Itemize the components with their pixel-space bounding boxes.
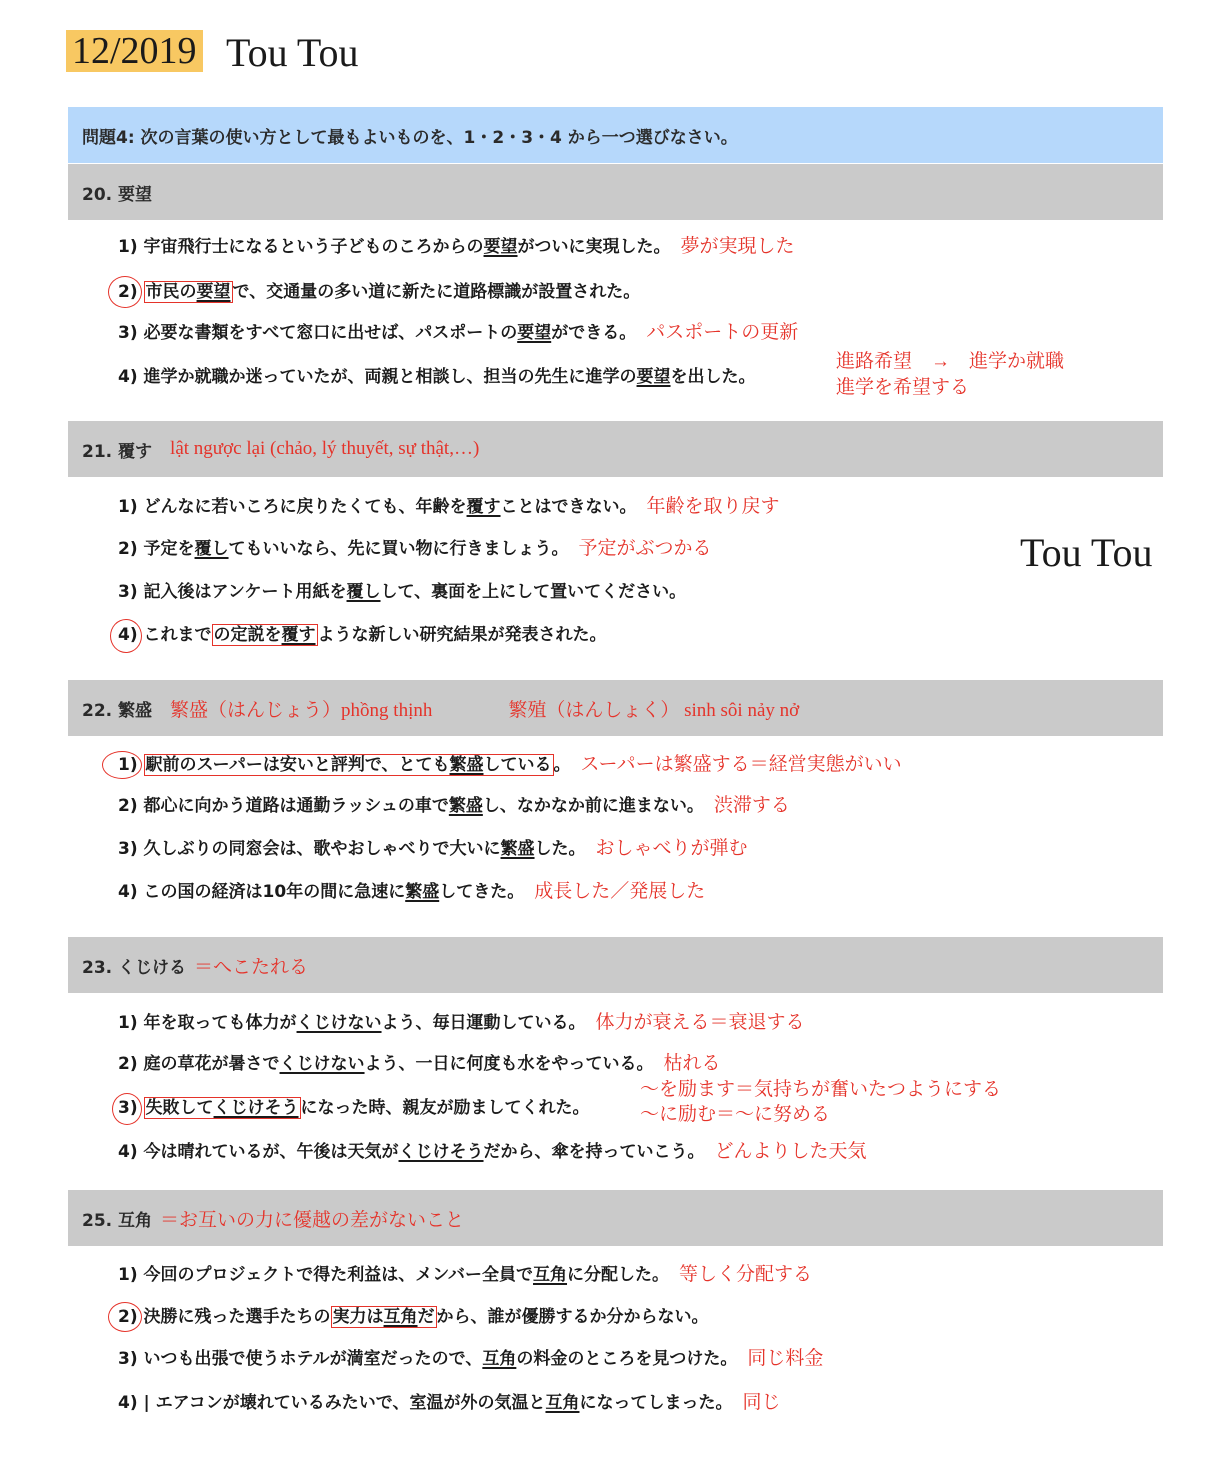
question-23-header <box>68 937 1163 993</box>
q22-option-3 <box>118 834 748 864</box>
question-22-header <box>68 680 1163 736</box>
annotation: 等しく分配する <box>679 1264 813 1285</box>
text-segment: 必要な書類をすべて窓口に出せば、パスポートの <box>143 323 518 343</box>
text-segment: 4) <box>118 625 138 645</box>
question-title: 25. 互角 <box>82 1210 153 1231</box>
question-title: 22. 繁盛 <box>82 700 153 721</box>
text-segment: どんなに若いころに戻りたくても、年齢を <box>143 497 467 517</box>
text-segment: 要望 <box>517 323 552 343</box>
annotation: スーパーは繁盛する＝経営実態がいい <box>580 754 902 775</box>
annotation: 夢が実現した <box>680 236 795 257</box>
text-segment: 2) <box>118 539 138 559</box>
text-segment: 2) <box>118 796 138 816</box>
text-segment: だから、傘を持っていこう。 <box>483 1142 705 1162</box>
text-segment: がついに実現した。 <box>517 237 671 257</box>
text-segment: 1) <box>118 1013 138 1033</box>
annotation: 体力が衰える＝衰退する <box>595 1012 805 1033</box>
annotation: おしゃべりが弾む <box>595 838 748 859</box>
q20-option-4 <box>118 362 756 392</box>
text-segment: している <box>483 755 552 775</box>
q20-option-1 <box>118 232 795 262</box>
text-segment: 繁盛 <box>500 839 535 859</box>
text-segment: 3) <box>118 323 138 343</box>
text-segment: てもいいなら、先に買い物に行きましょう。 <box>228 539 569 559</box>
q23-option-2 <box>118 1049 721 1079</box>
text-segment: 2) <box>118 282 138 302</box>
text-segment: 庭の草花が暑さで <box>143 1054 280 1074</box>
text-segment: 互角 <box>482 1349 517 1369</box>
text-segment: 1) <box>118 497 138 517</box>
text-segment: した。 <box>534 839 586 859</box>
text-segment: 要望 <box>636 367 671 387</box>
annotation: 年齢を取り戻す <box>646 496 780 517</box>
text-segment: 年を取っても体力が <box>143 1013 297 1033</box>
text-segment: 繁盛 <box>405 882 440 902</box>
text-segment: になった時、親友が励ましてくれた。 <box>300 1098 590 1118</box>
annotation: 〜を励ます＝気持ちが奮いたつようにする <box>640 1079 1002 1100</box>
text-segment: に分配した。 <box>567 1265 670 1285</box>
text-segment: だ <box>417 1307 435 1327</box>
text-segment: 覆す <box>281 625 316 645</box>
text-segment: 駅前のスーパーは安いと評判で、とても <box>145 755 450 775</box>
q22-option-1 <box>118 750 902 780</box>
question-title: 23. くじける <box>82 957 187 978</box>
q21-option-1 <box>118 492 780 522</box>
text-segment: 繁盛 <box>449 755 484 775</box>
author-name: Tou Tou <box>226 30 359 75</box>
text-segment: 4) <box>118 1393 138 1413</box>
annotation: 成長した／発展した <box>534 881 706 902</box>
annotation: 同じ料金 <box>747 1348 824 1369</box>
q25-option-2 <box>118 1302 709 1332</box>
annotation: どんよりした天気 <box>714 1141 867 1162</box>
text-segment: 互角 <box>533 1265 568 1285</box>
q25-option-3 <box>118 1344 823 1374</box>
text-segment: 要望 <box>483 237 518 257</box>
annotation: 予定がぶつかる <box>578 538 712 559</box>
text-segment: 互角 <box>383 1307 418 1327</box>
text-segment: これまで <box>143 625 212 645</box>
text-segment: | エアコンが壊れているみたいで、室温が外の気温と <box>143 1393 546 1413</box>
text-segment: 覆し <box>346 582 381 602</box>
text-segment: 。 <box>553 755 571 775</box>
question-21-header <box>68 421 1163 477</box>
text-segment: くじけそう <box>398 1142 484 1162</box>
text-segment: 記入後はアンケート用紙を <box>143 582 347 602</box>
text-segment: 市民の <box>145 282 197 302</box>
text-segment: 決勝に残った選手たちの <box>143 1307 331 1327</box>
text-segment: 繁盛 <box>448 796 483 816</box>
text-segment: で <box>232 282 250 302</box>
annotation: 渋滞する <box>713 795 790 816</box>
q21-option-2 <box>118 534 712 564</box>
question-25-header <box>68 1190 1163 1246</box>
annotation: 進学を希望する <box>836 377 970 398</box>
annotation: 〜に励む＝〜に努める <box>640 1104 831 1125</box>
text-segment: 覆し <box>194 539 229 559</box>
text-segment: よう、毎日運動している。 <box>381 1013 586 1033</box>
q23-option-4 <box>118 1137 867 1167</box>
annotation: 枯れる <box>663 1053 721 1074</box>
q21-option-4 <box>118 620 607 650</box>
text-segment: を出した。 <box>670 367 756 387</box>
annotation: 繁盛（はんじょう）phồng thịnh 繁殖（はんしょく） sinh sôi nảy nở <box>170 699 800 721</box>
q25-option-4 <box>118 1388 780 1418</box>
annotation: 同じ <box>742 1392 781 1413</box>
text-segment: し、なかなか前に進まない。 <box>482 796 704 816</box>
text-segment: くじけそう <box>213 1098 299 1118</box>
text-segment: 進学か就職か迷っていたが、両親と相談し、担当の先生に進学の <box>143 367 637 387</box>
q22-option-4 <box>118 877 705 907</box>
text-segment: の定説を <box>213 625 282 645</box>
question-title: 21. 覆す <box>82 441 153 462</box>
text-segment: いつも出張で使うホテルが満室だったので、 <box>143 1349 483 1369</box>
watermark-author: Tou Tou <box>1020 530 1153 575</box>
q20-option-2 <box>118 277 640 307</box>
text-segment: 4) <box>118 367 138 387</box>
text-segment: この国の経済は10年の間に急速に <box>143 882 406 902</box>
text-segment: 実力は <box>332 1307 384 1327</box>
text-segment: 、交通量の多い道に新たに道路標識が設置された。 <box>249 282 641 302</box>
text-segment: 失敗して <box>145 1098 214 1118</box>
text-segment: 今回のプロジェクトで得た利益は、メンバー全員で <box>143 1265 534 1285</box>
text-segment: 久しぶりの同窓会は、歌やおしゃべりで大いに <box>143 839 501 859</box>
annotation: ＝へこたれる <box>194 956 309 978</box>
text-segment: になってしまった。 <box>579 1393 733 1413</box>
text-segment: 予定を <box>143 539 195 559</box>
text-segment: 2) <box>118 1054 138 1074</box>
text-segment: よう、一日に何度も水をやっている。 <box>364 1054 654 1074</box>
text-segment: 1) <box>118 755 138 775</box>
annotation: ＝お互いの力に優越の差がないこと <box>160 1209 465 1231</box>
text-segment: 今は晴れているが、午後は天気が <box>143 1142 399 1162</box>
question-20-header <box>68 164 1163 220</box>
date-badge: 12/2019 <box>66 30 203 72</box>
annotation: 進路希望 → 進学か就職 <box>836 351 1065 372</box>
text-segment: 4) <box>118 882 138 902</box>
text-segment: 4) <box>118 1142 138 1162</box>
text-segment: 3) <box>118 1349 138 1369</box>
text-segment: から、誰が優勝するか分からない。 <box>436 1307 709 1327</box>
q21-option-3 <box>118 577 686 607</box>
text-segment: 3) <box>118 582 138 602</box>
q23-option-1 <box>118 1008 805 1038</box>
question-title: 20. 要望 <box>82 184 153 205</box>
text-segment: 1) <box>118 237 138 257</box>
text-segment: 覆す <box>466 497 501 517</box>
annotation: lật ngược lại (chảo, lý thuyết, sự thật,…) <box>170 438 480 459</box>
q22-option-2 <box>118 791 790 821</box>
text-segment: の料金のところを見つけた。 <box>516 1349 738 1369</box>
text-segment: くじけない <box>296 1013 382 1033</box>
text-segment: 要望 <box>196 282 231 302</box>
text-segment: して、裏面を上にして置いてください。 <box>380 582 687 602</box>
text-segment: 3) <box>118 1098 138 1118</box>
q23-option-3 <box>118 1093 590 1123</box>
text-segment: 宇宙飛行士になるという子どものころからの <box>143 237 484 257</box>
instruction-text: 問題4: 次の言葉の使い方として最もよいものを、1・2・3・4 から一つ選びなさい。 <box>82 127 738 148</box>
text-segment: 2) <box>118 1307 138 1327</box>
text-segment: ができる。 <box>551 323 637 343</box>
instruction-band <box>68 107 1163 163</box>
text-segment: してきた。 <box>439 882 525 902</box>
text-segment: 都心に向かう道路は通勤ラッシュの車で <box>143 796 449 816</box>
text-segment: 1) <box>118 1265 138 1285</box>
text-segment: ことはできない。 <box>500 497 637 517</box>
text-segment: 3) <box>118 839 138 859</box>
text-segment: ような新しい研究結果が発表された。 <box>317 625 607 645</box>
annotation: パスポートの更新 <box>646 322 799 343</box>
text-segment: くじけない <box>279 1054 365 1074</box>
q25-option-1 <box>118 1260 812 1290</box>
q20-option-3 <box>118 318 798 348</box>
text-segment: 互角 <box>545 1393 580 1413</box>
